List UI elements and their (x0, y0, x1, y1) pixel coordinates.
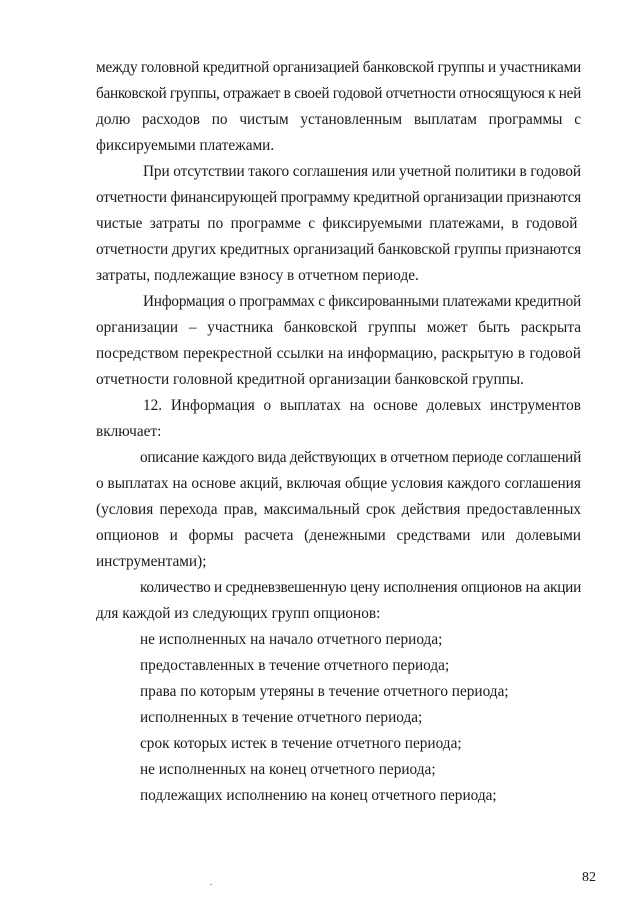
text-line (96, 653, 581, 679)
text-line (96, 601, 581, 627)
text-line-content: исполненных в течение отчетного периода; (140, 709, 423, 726)
text-line-content: затраты, подлежащие взносу в отчетном периоде. (96, 267, 419, 284)
text-line (96, 523, 581, 549)
text-line-content: отчетности головной кредитной организации банковской группы. (96, 371, 524, 388)
text-line-content: Информация о программах с фиксированными платежами кредитной (143, 293, 581, 310)
page-number: 82 (582, 870, 596, 885)
text-line (96, 549, 581, 575)
text-line-content: банковской группы, отражает в своей годовой отчетности относящуюся к ней (96, 85, 581, 102)
text-line (96, 81, 581, 107)
text-line-content: 12. Информация о выплатах на основе долевых инструментов (143, 397, 581, 414)
text-line (96, 367, 581, 393)
text-line-content: включает: (96, 423, 162, 440)
text-line-content: организации – участника банковской группы может быть раскрыта (96, 319, 581, 336)
text-line (96, 757, 581, 783)
text-line-content: отчетности финансирующей программу кредитной организации признаются (96, 189, 581, 206)
text-line (96, 705, 581, 731)
text-line-content: срок которых истек в течение отчетного периода; (140, 735, 462, 752)
text-line-content: о выплатах на основе акций, включая общие условия каждого соглашения (96, 475, 581, 492)
text-line-content: предоставленных в течение отчетного периода; (140, 657, 450, 674)
text-line (96, 731, 581, 757)
text-line (96, 315, 581, 341)
text-line-content: (условия перехода прав, максимальный срок действия предоставленных (96, 501, 581, 518)
text-line-content: долю расходов по чистым установленным выплатам программы с (96, 111, 581, 128)
text-line (96, 133, 581, 159)
text-line-content: для каждой из следующих групп опционов: (96, 605, 381, 622)
text-line (96, 497, 581, 523)
text-line-content: права по которым утеряны в течение отчетного периода; (140, 683, 509, 700)
text-line-content: чистые затраты по программе с фиксируемыми платежами, в годовой (96, 215, 578, 232)
text-line-content: не исполненных на конец отчетного периода; (140, 761, 436, 778)
document-body (96, 55, 581, 809)
text-line-content: посредством перекрестной ссылки на информацию, раскрытую в годовой (96, 345, 581, 362)
text-line-content: подлежащих исполнению на конец отчетного периода; (140, 787, 497, 804)
text-line (96, 575, 581, 601)
text-line (96, 237, 581, 263)
text-line-content: фиксируемыми платежами. (96, 137, 275, 154)
text-line (96, 341, 581, 367)
text-line (96, 55, 581, 81)
text-line (96, 419, 581, 445)
text-line (96, 289, 581, 315)
text-line (96, 263, 581, 289)
text-line (96, 679, 581, 705)
text-line (96, 159, 581, 185)
text-line-content: отчетности других кредитных организаций банковской группы признаются (96, 241, 581, 258)
text-line (96, 185, 581, 211)
text-line (96, 471, 581, 497)
text-line-content: не исполненных на начало отчетного периода; (140, 631, 443, 648)
scan-speck (210, 884, 212, 885)
text-line (96, 107, 581, 133)
text-line-content: При отсутствии такого соглашения или учетной политики в годовой (143, 163, 581, 180)
text-line (96, 393, 581, 419)
text-line (96, 627, 581, 653)
text-line-content: количество и средневзвешенную цену исполнения опционов на акции (140, 579, 581, 596)
text-line-content: инструментами); (96, 553, 207, 570)
text-line-content: опционов и формы расчета (денежными средствами или долевыми (96, 527, 581, 544)
text-line-content: описание каждого вида действующих в отчетном периоде соглашений (140, 449, 581, 466)
text-line (96, 783, 581, 809)
text-line (96, 445, 581, 471)
text-line (96, 211, 581, 237)
text-line-content: между головной кредитной организацией банковской группы и участниками (96, 59, 581, 76)
